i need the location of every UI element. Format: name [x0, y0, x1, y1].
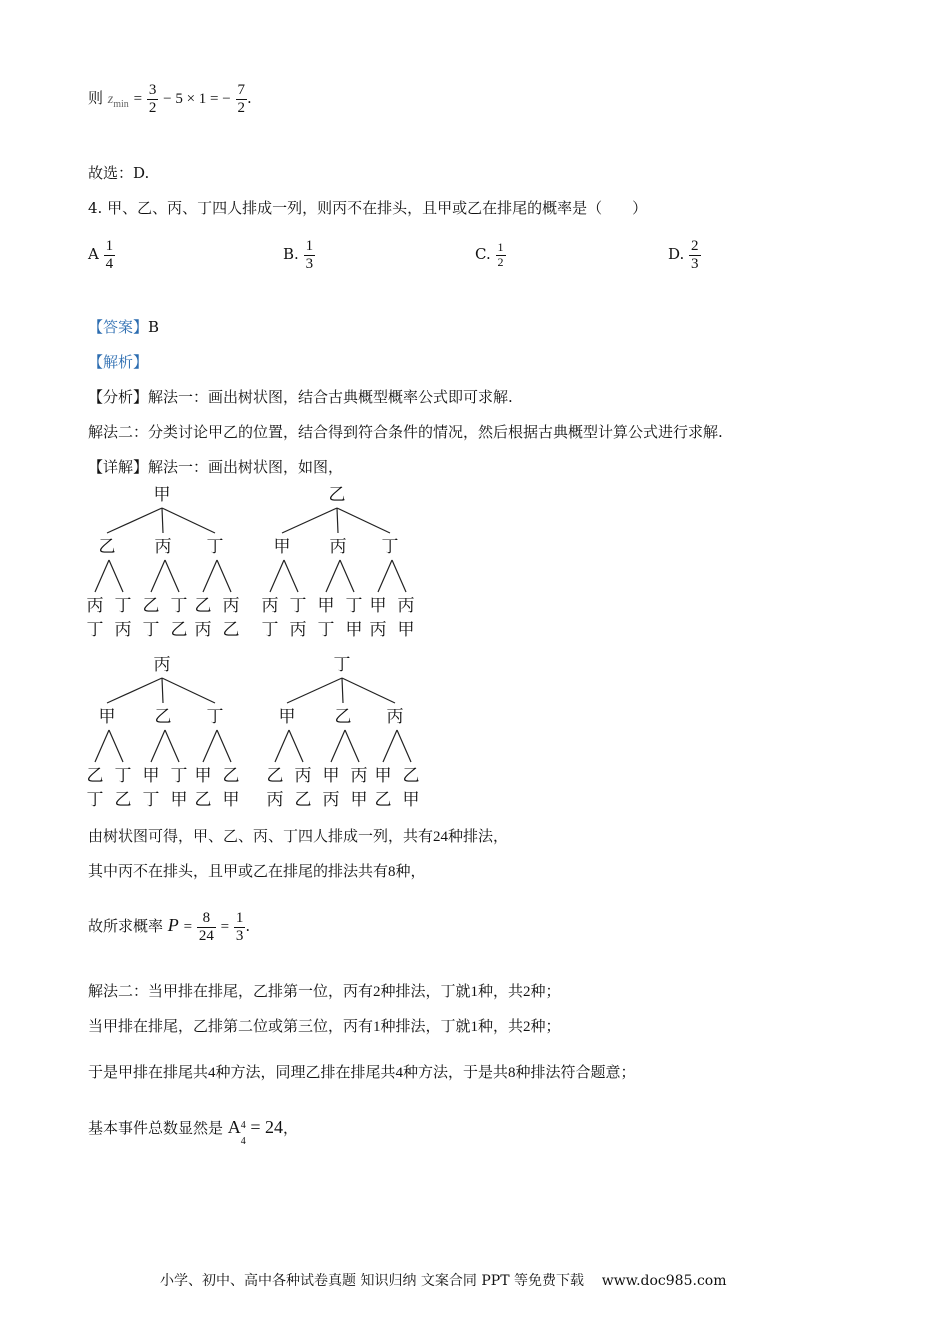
frac-numerator: 1: [105, 238, 114, 254]
method2-number: 2: [523, 984, 531, 1000]
tree-branch: [165, 560, 179, 592]
method2-text: 种；: [530, 1017, 561, 1035]
method2-text: 解法二：当甲排在排尾，乙排第一位，丙有: [88, 982, 374, 1000]
frac-denominator: 3: [305, 255, 314, 272]
method2-text: 种排法，丁就: [380, 1017, 471, 1035]
option-d: [668, 232, 701, 276]
tree-leaf: 乙: [374, 790, 392, 810]
method2-line-1: [88, 980, 561, 1001]
tree-leaf: 乙: [86, 766, 104, 786]
equals-sign: =: [220, 919, 230, 935]
option-label: C.: [475, 245, 491, 263]
tree-branch: [217, 730, 231, 762]
tree-branch: [165, 730, 179, 762]
question-text: 4. 甲、乙、丙、丁四人排成一列，则丙不在排头，且甲或乙在排尾的概率是（ ）: [88, 199, 648, 217]
analysis-text-1: 解法一：画出树状图，结合古典概型概率公式即可求解.: [148, 388, 513, 406]
frac-numerator: 8: [202, 910, 211, 926]
perm-sup: 4: [240, 1120, 246, 1131]
tree-leaf: 甲: [317, 596, 335, 616]
tree-leaf: 丙: [294, 766, 312, 786]
frac-denominator: 4: [105, 255, 114, 272]
method2-line-2: [88, 1015, 561, 1036]
detail-text: 解法一：画出树状图，如图，: [148, 458, 344, 476]
prob-var: P: [167, 915, 179, 935]
frac-denominator: 3: [691, 255, 699, 272]
tree-leaf: 丁: [170, 596, 188, 616]
footer-url[interactable]: www.doc985.com: [601, 1273, 727, 1289]
tree-branch: [282, 508, 337, 533]
tree-branch: [151, 730, 165, 762]
conclusion-line-2: [88, 860, 426, 881]
option-a: [88, 232, 115, 276]
tree-leaf: 丙: [289, 620, 307, 640]
conclusion-text: 由树状图可得，甲、乙、丙、丁四人排成一列，共有: [88, 827, 434, 845]
option-c: [475, 232, 506, 276]
tree-branch: [107, 508, 162, 533]
frac-numerator: 7: [237, 82, 245, 98]
tree-leaf: 丁: [317, 620, 335, 640]
tree-branch: [203, 560, 217, 592]
tree-branch: [340, 560, 354, 592]
frac-denominator: 2: [237, 99, 245, 116]
tree-node: 甲: [273, 537, 291, 557]
tree-leaf: 乙: [170, 620, 188, 640]
tree-leaf: 丙: [194, 620, 212, 640]
tree-leaf: 丙: [266, 790, 284, 810]
tree-leaf: 丁: [114, 766, 132, 786]
option-label: B.: [283, 245, 299, 263]
tree-leaf: 乙: [294, 790, 312, 810]
tree-branch: [162, 678, 163, 703]
method2-text: 当甲排在排尾，乙排第二位或第三位，丙有: [88, 1017, 374, 1035]
conclusion-text: 种排法，: [448, 827, 509, 845]
frac-denominator: 24: [198, 927, 214, 944]
tree-leaf: 丁: [261, 620, 279, 640]
tree-branch: [275, 730, 289, 762]
tree-leaf: 甲: [142, 766, 160, 786]
tree-node: 丁: [206, 537, 224, 557]
min-subscript: min: [113, 99, 129, 110]
tree-branch: [107, 678, 162, 703]
method2-number: 1: [373, 1019, 381, 1035]
tree-branch: [383, 730, 397, 762]
option-fraction: [496, 241, 506, 268]
tree-leaf: 甲: [194, 766, 212, 786]
frac-denominator: 3: [235, 927, 244, 944]
method2-number: 4: [208, 1065, 216, 1081]
tree-leaf: 丙: [261, 596, 279, 616]
frac-denominator: 2: [497, 254, 504, 269]
tree-branch: [378, 560, 392, 592]
tree-node: 乙: [98, 537, 116, 557]
tree-leaf: 甲: [345, 620, 363, 640]
tree-leaf: 乙: [222, 620, 240, 640]
tree-branch: [342, 678, 395, 703]
tree-leaf: 丙: [369, 620, 387, 640]
tree-branch: [162, 508, 163, 533]
tree-branch: [397, 730, 411, 762]
tree-leaf: 丁: [289, 596, 307, 616]
method2-number: 1: [470, 984, 479, 1000]
footer: [160, 1270, 726, 1290]
tree-leaf: 甲: [322, 766, 340, 786]
answer-value: B: [148, 318, 160, 336]
fraction-8-24: [197, 910, 216, 944]
tree-leaf: 丙: [114, 620, 132, 640]
tree-node: 甲: [278, 707, 296, 727]
equals-sign: =: [133, 91, 143, 107]
footer-text: 小学、初中、高中各种试卷真题 知识归纳 文案合同 PPT 等免费下载: [160, 1273, 584, 1289]
tree-branch: [392, 560, 406, 592]
z-symbol: z: [107, 92, 114, 107]
tree-branch: [95, 730, 109, 762]
tree-leaf: 乙: [194, 790, 212, 810]
tree-leaf: 甲: [374, 766, 392, 786]
method2-text: 种方法，于是共: [403, 1063, 509, 1081]
method2-line-4: [88, 1112, 299, 1147]
tree-root: 丁: [333, 655, 351, 675]
tree-branch: [284, 560, 298, 592]
perm-A: A: [227, 1117, 241, 1137]
option-fraction: [689, 238, 701, 272]
tree-branch: [203, 730, 217, 762]
tree-leaf: 丁: [345, 596, 363, 616]
frac-numerator: 3: [148, 82, 157, 98]
method2-text: 种，共: [478, 982, 524, 1000]
tree-leaf: 乙: [402, 766, 420, 786]
count-8: 8: [388, 864, 396, 880]
perm-result: = 24: [250, 1117, 283, 1137]
zmin-end: .: [247, 89, 252, 107]
tree-branch: [326, 560, 340, 592]
tree-branch: [287, 678, 342, 703]
tree-leaf: 丙: [397, 596, 415, 616]
tree-branch: [270, 560, 284, 592]
tree-leaf: 丁: [86, 620, 104, 640]
tree-leaf: 丁: [142, 790, 160, 810]
conclusion-text: 其中丙不在排头，且甲或乙在排尾的排法共有: [88, 862, 389, 880]
fraction-3-2: [147, 82, 159, 116]
permutation-symbol: [227, 1117, 246, 1147]
equals-sign: =: [183, 919, 193, 935]
tree-leaf: 乙: [222, 766, 240, 786]
tree-leaf: 丙: [322, 790, 340, 810]
tree-branch: [337, 508, 390, 533]
option-fraction: [304, 238, 316, 272]
conclusion-line-1: [88, 825, 508, 846]
choose-d-line: 故选：D.: [88, 164, 150, 182]
tree-node: 甲: [98, 707, 116, 727]
tree-node: 丙: [386, 707, 404, 727]
method2-text: 种，共: [478, 1017, 524, 1035]
tree-leaf: 乙: [114, 790, 132, 810]
method2-text: 种；: [530, 982, 561, 1000]
analysis-line-2: 解法二：分类讨论甲乙的位置，结合得到符合条件的情况，然后根据古典概型计算公式进行求解.: [88, 423, 723, 441]
frac-denominator: 2: [148, 99, 157, 116]
option-label: A: [88, 245, 99, 263]
tree-node: 丁: [381, 537, 399, 557]
answer-line: [88, 316, 159, 337]
perm-sub: 4: [240, 1136, 246, 1147]
tree-node: 丙: [154, 537, 172, 557]
method2-number: 4: [395, 1065, 404, 1081]
tree-branch: [109, 730, 123, 762]
tree-leaf: 甲: [170, 790, 188, 810]
detail-tag: 【详解】: [88, 458, 149, 476]
tree-root: 甲: [153, 485, 171, 505]
method2-text: 于是甲排在排尾共: [88, 1063, 209, 1081]
option-label: D.: [668, 245, 685, 263]
analysis-heading: 【解析】: [88, 353, 149, 371]
method2-number: 8: [508, 1065, 516, 1081]
tree-branch: [109, 560, 123, 592]
answer-tag: 【答案】: [88, 318, 149, 336]
option-fraction: [104, 238, 116, 272]
method2-text: 种排法符合题意；: [515, 1063, 636, 1081]
tree-branch: [95, 560, 109, 592]
tree-diagram: [70, 480, 470, 810]
tree-leaf: 丙: [350, 766, 368, 786]
tree-branch: [342, 678, 343, 703]
probability-line: [88, 903, 250, 947]
tree-branch: [151, 560, 165, 592]
zmin-middle: − 5 × 1 = −: [163, 91, 231, 107]
tree-root: 乙: [328, 485, 346, 505]
tree-branch: [331, 730, 345, 762]
tree-branch: [345, 730, 359, 762]
tree-branch: [162, 508, 215, 533]
tree-leaf: 甲: [222, 790, 240, 810]
tree-leaf: 乙: [266, 766, 284, 786]
fraction-7-2: [236, 82, 248, 116]
tree-leaf: 丁: [114, 596, 132, 616]
frac-numerator: 1: [497, 240, 504, 255]
tree-branch: [337, 508, 338, 533]
zmin-prefix: 则: [88, 89, 104, 107]
tree-leaf: 丁: [142, 620, 160, 640]
count-24: 24: [433, 829, 449, 845]
option-b: [283, 232, 315, 276]
tree-leaf: 丙: [222, 596, 240, 616]
tree-leaf: 乙: [194, 596, 212, 616]
analysis-line-1: [88, 386, 513, 407]
prob-end: .: [245, 917, 251, 935]
tree-node: 乙: [334, 707, 352, 727]
frac-numerator: 1: [305, 238, 314, 254]
method2-text: ，: [283, 1119, 299, 1137]
method2-text: 种方法，同理乙排在排尾共: [215, 1063, 396, 1081]
tree-leaf: 乙: [142, 596, 160, 616]
tree-leaf: 丙: [86, 596, 104, 616]
tree-root: 丙: [153, 655, 171, 675]
detail-line: [88, 456, 343, 477]
tree-leaf: 甲: [369, 596, 387, 616]
frac-numerator: 2: [691, 238, 699, 254]
tree-leaf: 甲: [350, 790, 368, 810]
tree-leaf: 甲: [397, 620, 415, 640]
method2-text: 种排法，丁就: [380, 982, 471, 1000]
tree-branch: [162, 678, 215, 703]
prob-prefix: 故所求概率: [88, 917, 164, 935]
tree-leaf: 丁: [170, 766, 188, 786]
analysis-tag: 【分析】: [88, 388, 149, 406]
method2-number: 2: [523, 1019, 531, 1035]
fraction-1-3: [234, 910, 246, 944]
tree-leaf: 丁: [86, 790, 104, 810]
zmin-line: [88, 76, 252, 120]
tree-node: 丙: [329, 537, 347, 557]
tree-leaf: 甲: [402, 790, 420, 810]
tree-branch: [289, 730, 303, 762]
tree-node: 乙: [154, 707, 172, 727]
method2-number: 2: [373, 984, 381, 1000]
frac-numerator: 1: [235, 910, 244, 926]
conclusion-text: 种，: [395, 862, 426, 880]
tree-branch: [217, 560, 231, 592]
method2-text: 基本事件总数显然是: [88, 1119, 224, 1137]
tree-node: 丁: [206, 707, 224, 727]
method2-number: 1: [470, 1019, 479, 1035]
method2-line-3: [88, 1061, 636, 1082]
